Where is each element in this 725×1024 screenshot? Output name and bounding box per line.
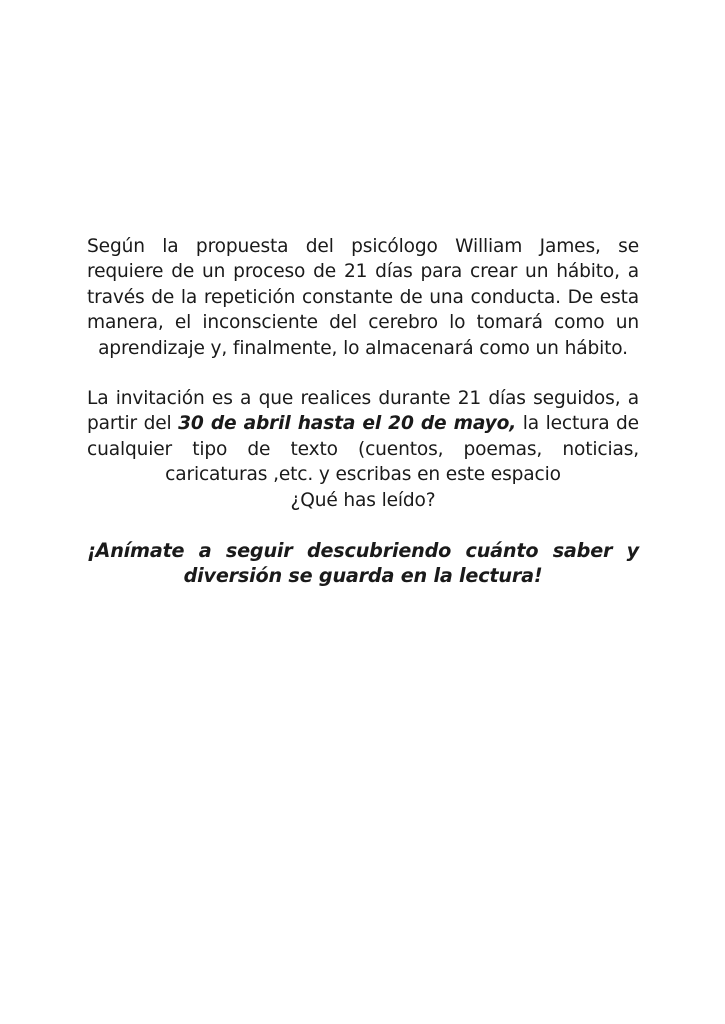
document-body bbox=[87, 234, 639, 608]
invitation-text-start: La invitación es a que realices durante 21 días seguidos, a partir del bbox=[87, 388, 639, 435]
invitation-text-end: la lectura de cualquier tipo de texto (cuentos, poemas, noticias, caricaturas ,etc. y escribas en este espacio bbox=[87, 413, 639, 486]
intro-paragraph: Según la propuesta del psicólogo William James, se requiere de un proceso de 21 días para crear un hábito, a través de la repetición constante de una conducta. De esta manera, el inconsciente del cerebro lo tomará como un aprendizaje y, finalmente, lo almacenará como un hábito. bbox=[87, 236, 639, 359]
invitation-dates: 30 de abril hasta el 20 de mayo, bbox=[178, 413, 517, 435]
invitation-paragraph bbox=[87, 386, 639, 513]
closing-message: ¡Anímate a seguir descubriendo cuánto saber y diversión se guarda en la lectura! bbox=[87, 539, 639, 588]
invitation-question: ¿Qué has leído? bbox=[290, 489, 436, 511]
